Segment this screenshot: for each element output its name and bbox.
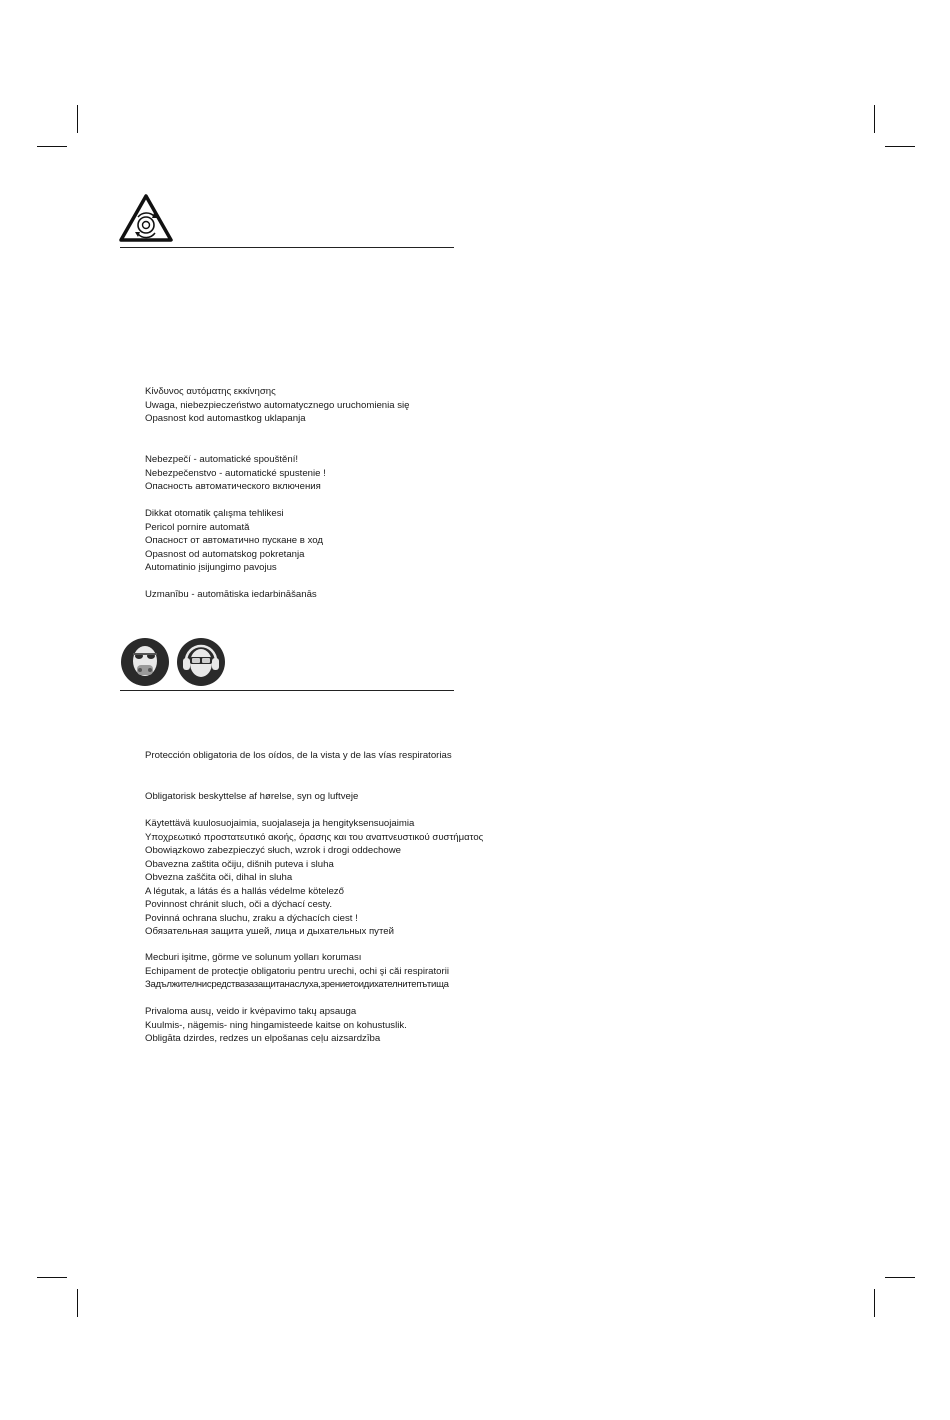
ear-eye-protection-icon (176, 637, 226, 687)
auto-start-group-3 (145, 507, 323, 575)
crop-mark (874, 105, 875, 133)
protection-text-fi: Käytettävä kuulosuojaimia, suojalaseja ja hengityksensuojaimia (145, 818, 415, 829)
protection-text-lv: Obligāta dzirdes, redzes un elpošanas ceļu aizsardzība (145, 1033, 381, 1044)
protection-group-1 (145, 749, 452, 763)
auto-start-group-4 (145, 588, 317, 602)
warning-text-sr: Opasnost od automatskog pokretanja (145, 548, 305, 560)
protection-text-ro: Echipament de protecţie obligatoriu pentru urechi, ochi şi căi respiratorii (145, 965, 449, 977)
warning-text-lv: Uzmanību - automātiska iedarbināšanās (145, 589, 317, 600)
crop-mark (77, 105, 78, 133)
warning-text-lt: Automatinio įsijungimo pavojus (145, 562, 277, 573)
respirator-mask-icon (120, 637, 170, 687)
crop-mark (874, 1289, 875, 1317)
protection-text-gr: Υποχρεωτικό προστατευτικό ακοής, όρασης και του αναπνευστικού συστήματος (145, 831, 484, 843)
protection-text-tr: Mecburi işitme, görme ve solunum yolları koruması (145, 952, 362, 963)
warning-text-tr: Dikkat otomatik çalışma tehlikesi (145, 508, 284, 519)
auto-start-warning-icon (118, 193, 174, 243)
crop-mark (885, 1277, 915, 1278)
warning-text-cz: Nebezpečí - automatické spouštění! (145, 454, 299, 465)
protection-text-lt: Privaloma ausų, veido ir kvėpavimo takų apsauga (145, 1006, 357, 1017)
protection-text-es: Protección obligatoria de los oídos, de la vista y de las vías respiratorias (145, 750, 452, 761)
crop-mark (885, 146, 915, 147)
protection-group-2 (145, 790, 358, 804)
warning-text-ru: Опасность автоматического включения (145, 481, 321, 492)
protection-text-pl: Obowiązkowo zabezpieczyć słuch, wzrok i drogi oddechowe (145, 845, 401, 856)
protection-text-ru: Обязательная защита ушей, лица и дыхательных путей (145, 926, 394, 937)
protection-text-et: Kuulmis-, nägemis- ning hingamisteede kaitse on kohustuslik. (145, 1019, 407, 1031)
warning-text-hr: Opasnost kod automastkog uklapanja (145, 413, 306, 424)
auto-start-group-1 (145, 385, 410, 426)
protection-text-cz: Povinnost chránit sluch, oči a dýchací cesty. (145, 899, 332, 910)
warning-text-ro: Pericol pornire automată (145, 521, 250, 533)
warning-text-sk: Nebezpečenstvo - automatické spustenie ! (145, 467, 326, 479)
protection-text-sl: Obvezna zaščita oči, dihal in sluha (145, 872, 293, 883)
auto-start-group-2 (145, 453, 326, 494)
warning-text-gr: Κίνδυνος αυτόματης εκκίνησης (145, 386, 276, 397)
protection-text-bg: Задължителнисредствазазащитанаслуха,зрениетоидихателнитепътища (145, 979, 449, 990)
protection-group-4 (145, 951, 449, 992)
protection-text-hu: A légutak, a látás és a hallás védelme kötelező (145, 885, 344, 897)
crop-mark (37, 1277, 67, 1278)
protection-text-da: Obligatorisk beskyttelse af hørelse, syn og luftveje (145, 791, 359, 802)
protection-group-5 (145, 1005, 407, 1046)
crop-mark (37, 146, 67, 147)
warning-text-bg: Опасност от автоматично пускане в ход (145, 535, 323, 546)
warning-text-pl: Uwaga, niebezpieczeństwo automatycznego uruchomienia się (145, 399, 410, 411)
protection-group-3 (145, 817, 483, 939)
section-divider (120, 247, 454, 248)
protection-text-hr: Obavezna zaštita očiju, dišnih puteva i sluha (145, 858, 334, 870)
crop-mark (77, 1289, 78, 1317)
section-divider (120, 690, 454, 691)
protection-text-sk: Povinná ochrana sluchu, zraku a dýchacích ciest ! (145, 912, 358, 924)
